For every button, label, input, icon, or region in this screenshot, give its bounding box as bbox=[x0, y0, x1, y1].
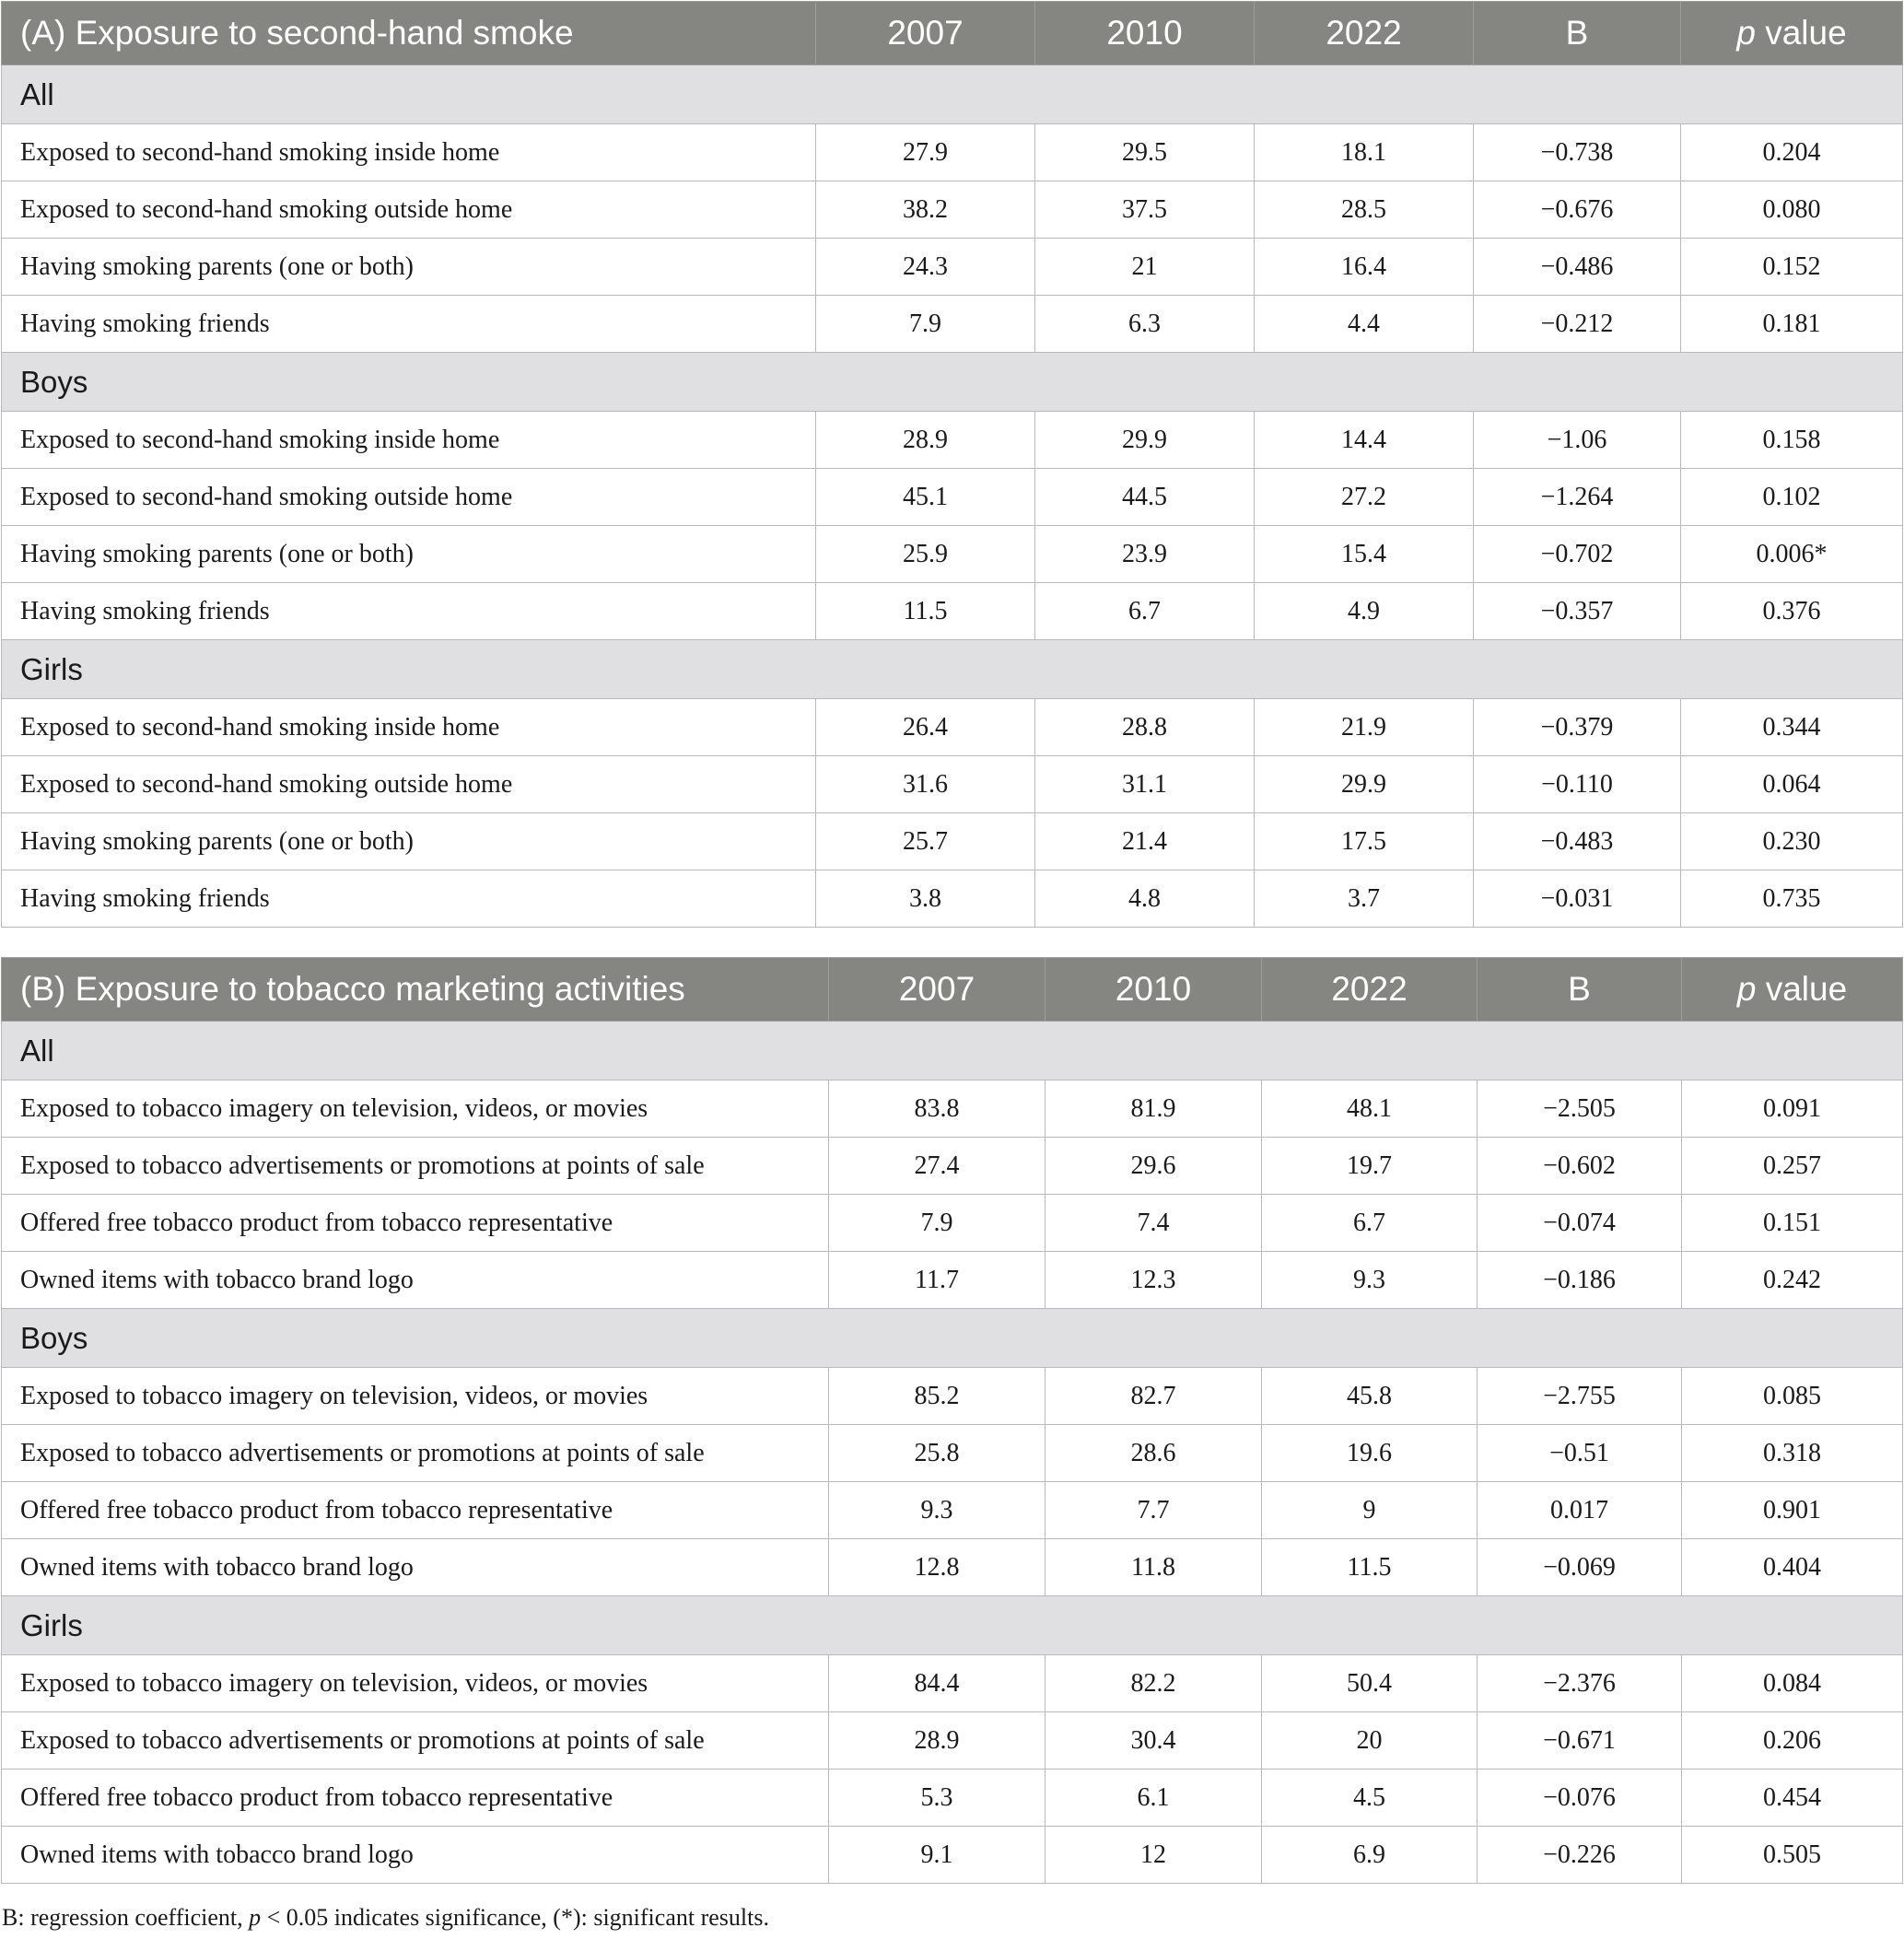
row-label-cell: Exposed to tobacco imagery on television, videos, or movies bbox=[2, 1655, 829, 1712]
p-value-cell: 0.102 bbox=[1681, 469, 1903, 526]
coefficient-b-cell: −0.110 bbox=[1474, 756, 1681, 813]
table-a bbox=[1, 1, 1903, 928]
p-value-cell: 0.344 bbox=[1681, 699, 1903, 756]
p-value-cell: 0.080 bbox=[1681, 181, 1903, 239]
row-label-cell: Owned items with tobacco brand logo bbox=[2, 1827, 829, 1884]
coefficient-b-cell: −0.379 bbox=[1474, 699, 1681, 756]
coefficient-b-cell: −0.738 bbox=[1474, 124, 1681, 181]
p-value-cell: 0.084 bbox=[1682, 1655, 1903, 1712]
table-row bbox=[2, 181, 1903, 239]
group-header-row bbox=[2, 640, 1903, 699]
coefficient-b-cell: −1.06 bbox=[1474, 412, 1681, 469]
col-header-2010: 2010 bbox=[1035, 2, 1255, 65]
row-label-cell: Exposed to second-hand smoking outside home bbox=[2, 181, 816, 239]
table-b-header-row bbox=[2, 958, 1903, 1022]
p-value-cell: 0.181 bbox=[1681, 296, 1903, 353]
row-label-cell: Exposed to second-hand smoking outside home bbox=[2, 469, 816, 526]
row-label-cell: Exposed to tobacco imagery on television, videos, or movies bbox=[2, 1368, 829, 1425]
coefficient-b-cell: −0.186 bbox=[1478, 1252, 1682, 1309]
value-2010-cell: 37.5 bbox=[1035, 181, 1255, 239]
p-value-cell: 0.454 bbox=[1682, 1770, 1903, 1827]
coefficient-b-cell: −2.505 bbox=[1478, 1080, 1682, 1138]
coefficient-b-cell: 0.017 bbox=[1478, 1482, 1682, 1539]
group-label: All bbox=[2, 65, 1903, 124]
coefficient-b-cell: −0.074 bbox=[1478, 1195, 1682, 1252]
p-value-cell: 0.505 bbox=[1682, 1827, 1903, 1884]
value-2022-cell: 4.4 bbox=[1255, 296, 1474, 353]
col-header-2022: 2022 bbox=[1262, 958, 1478, 1022]
value-2007-cell: 28.9 bbox=[829, 1712, 1045, 1770]
coefficient-b-cell: −0.076 bbox=[1478, 1770, 1682, 1827]
group-label: Boys bbox=[2, 353, 1903, 412]
value-2022-cell: 50.4 bbox=[1262, 1655, 1478, 1712]
row-label-cell: Owned items with tobacco brand logo bbox=[2, 1539, 829, 1596]
table-footnote bbox=[2, 1904, 769, 1932]
value-2010-cell: 23.9 bbox=[1035, 526, 1255, 583]
value-2022-cell: 45.8 bbox=[1262, 1368, 1478, 1425]
p-value-cell: 0.151 bbox=[1682, 1195, 1903, 1252]
row-label-cell: Having smoking friends bbox=[2, 583, 816, 640]
value-2010-cell: 28.6 bbox=[1045, 1425, 1262, 1482]
coefficient-b-cell: −0.676 bbox=[1474, 181, 1681, 239]
value-2010-cell: 29.5 bbox=[1035, 124, 1255, 181]
value-2007-cell: 25.8 bbox=[829, 1425, 1045, 1482]
value-2010-cell: 12 bbox=[1045, 1827, 1262, 1884]
value-2010-cell: 82.2 bbox=[1045, 1655, 1262, 1712]
table-row bbox=[2, 756, 1903, 813]
value-2022-cell: 16.4 bbox=[1255, 239, 1474, 296]
table-row bbox=[2, 526, 1903, 583]
table-b bbox=[1, 957, 1903, 1884]
p-value-cell: 0.085 bbox=[1682, 1368, 1903, 1425]
value-2007-cell: 5.3 bbox=[829, 1770, 1045, 1827]
value-2022-cell: 4.5 bbox=[1262, 1770, 1478, 1827]
p-value-cell: 0.152 bbox=[1681, 239, 1903, 296]
row-label-cell: Having smoking parents (one or both) bbox=[2, 239, 816, 296]
p-value-word: value bbox=[1756, 970, 1848, 1008]
value-2010-cell: 31.1 bbox=[1035, 756, 1255, 813]
value-2022-cell: 18.1 bbox=[1255, 124, 1474, 181]
col-header-2010: 2010 bbox=[1045, 958, 1262, 1022]
value-2010-cell: 6.3 bbox=[1035, 296, 1255, 353]
table-row bbox=[2, 1827, 1903, 1884]
value-2010-cell: 82.7 bbox=[1045, 1368, 1262, 1425]
coefficient-b-cell: −0.671 bbox=[1478, 1712, 1682, 1770]
value-2010-cell: 44.5 bbox=[1035, 469, 1255, 526]
value-2007-cell: 12.8 bbox=[829, 1539, 1045, 1596]
table-row bbox=[2, 813, 1903, 870]
col-header-b: B bbox=[1474, 2, 1681, 65]
p-value-cell: 0.242 bbox=[1682, 1252, 1903, 1309]
value-2022-cell: 21.9 bbox=[1255, 699, 1474, 756]
value-2010-cell: 29.9 bbox=[1035, 412, 1255, 469]
group-header-row bbox=[2, 1596, 1903, 1655]
p-value-cell: 0.318 bbox=[1682, 1425, 1903, 1482]
col-header-b: B bbox=[1478, 958, 1682, 1022]
p-value-cell: 0.257 bbox=[1682, 1138, 1903, 1195]
value-2007-cell: 11.5 bbox=[816, 583, 1035, 640]
table-row bbox=[2, 583, 1903, 640]
value-2010-cell: 6.7 bbox=[1035, 583, 1255, 640]
table-row bbox=[2, 1425, 1903, 1482]
value-2007-cell: 24.3 bbox=[816, 239, 1035, 296]
table-row bbox=[2, 699, 1903, 756]
value-2022-cell: 48.1 bbox=[1262, 1080, 1478, 1138]
col-header-2022: 2022 bbox=[1255, 2, 1474, 65]
value-2010-cell: 7.7 bbox=[1045, 1482, 1262, 1539]
value-2010-cell: 4.8 bbox=[1035, 870, 1255, 928]
value-2022-cell: 19.7 bbox=[1262, 1138, 1478, 1195]
group-label: All bbox=[2, 1022, 1903, 1080]
coefficient-b-cell: −0.031 bbox=[1474, 870, 1681, 928]
value-2010-cell: 11.8 bbox=[1045, 1539, 1262, 1596]
value-2022-cell: 20 bbox=[1262, 1712, 1478, 1770]
col-header-2007: 2007 bbox=[816, 2, 1035, 65]
table-row bbox=[2, 1368, 1903, 1425]
value-2007-cell: 11.7 bbox=[829, 1252, 1045, 1309]
value-2010-cell: 81.9 bbox=[1045, 1080, 1262, 1138]
value-2007-cell: 25.7 bbox=[816, 813, 1035, 870]
value-2007-cell: 27.4 bbox=[829, 1138, 1045, 1195]
table-row bbox=[2, 1080, 1903, 1138]
value-2007-cell: 26.4 bbox=[816, 699, 1035, 756]
value-2022-cell: 4.9 bbox=[1255, 583, 1474, 640]
value-2022-cell: 17.5 bbox=[1255, 813, 1474, 870]
value-2007-cell: 25.9 bbox=[816, 526, 1035, 583]
row-label-cell: Having smoking parents (one or both) bbox=[2, 813, 816, 870]
value-2022-cell: 6.7 bbox=[1262, 1195, 1478, 1252]
p-value-cell: 0.158 bbox=[1681, 412, 1903, 469]
p-value-cell: 0.006* bbox=[1681, 526, 1903, 583]
value-2007-cell: 9.1 bbox=[829, 1827, 1045, 1884]
value-2022-cell: 6.9 bbox=[1262, 1827, 1478, 1884]
coefficient-b-cell: −0.226 bbox=[1478, 1827, 1682, 1884]
table-row bbox=[2, 1655, 1903, 1712]
p-value-cell: 0.230 bbox=[1681, 813, 1903, 870]
row-label-cell: Exposed to second-hand smoking inside home bbox=[2, 124, 816, 181]
table-row bbox=[2, 870, 1903, 928]
p-value-cell: 0.204 bbox=[1681, 124, 1903, 181]
value-2007-cell: 38.2 bbox=[816, 181, 1035, 239]
row-label-cell: Offered free tobacco product from tobacco representative bbox=[2, 1195, 829, 1252]
table-row bbox=[2, 412, 1903, 469]
coefficient-b-cell: −0.602 bbox=[1478, 1138, 1682, 1195]
value-2007-cell: 7.9 bbox=[816, 296, 1035, 353]
coefficient-b-cell: −2.376 bbox=[1478, 1655, 1682, 1712]
row-label-cell: Exposed to tobacco imagery on television, videos, or movies bbox=[2, 1080, 829, 1138]
group-label: Boys bbox=[2, 1309, 1903, 1368]
footnote-p-symbol: p bbox=[249, 1904, 262, 1931]
p-value-cell: 0.091 bbox=[1682, 1080, 1903, 1138]
table-row bbox=[2, 1770, 1903, 1827]
value-2010-cell: 30.4 bbox=[1045, 1712, 1262, 1770]
value-2007-cell: 45.1 bbox=[816, 469, 1035, 526]
group-header-row bbox=[2, 65, 1903, 124]
row-label-cell: Having smoking parents (one or both) bbox=[2, 526, 816, 583]
table-row bbox=[2, 124, 1903, 181]
table-row bbox=[2, 1252, 1903, 1309]
group-header-row bbox=[2, 1022, 1903, 1080]
table-row bbox=[2, 239, 1903, 296]
value-2022-cell: 11.5 bbox=[1262, 1539, 1478, 1596]
row-label-cell: Owned items with tobacco brand logo bbox=[2, 1252, 829, 1309]
value-2010-cell: 6.1 bbox=[1045, 1770, 1262, 1827]
group-header-row bbox=[2, 353, 1903, 412]
coefficient-b-cell: −0.702 bbox=[1474, 526, 1681, 583]
table-a-header-row bbox=[2, 2, 1903, 65]
value-2022-cell: 15.4 bbox=[1255, 526, 1474, 583]
coefficient-b-cell: −0.212 bbox=[1474, 296, 1681, 353]
value-2007-cell: 7.9 bbox=[829, 1195, 1045, 1252]
table-row bbox=[2, 1482, 1903, 1539]
p-value-cell: 0.404 bbox=[1682, 1539, 1903, 1596]
coefficient-b-cell: −0.357 bbox=[1474, 583, 1681, 640]
col-header-p-value bbox=[1681, 2, 1903, 65]
value-2010-cell: 28.8 bbox=[1035, 699, 1255, 756]
value-2010-cell: 29.6 bbox=[1045, 1138, 1262, 1195]
value-2022-cell: 27.2 bbox=[1255, 469, 1474, 526]
row-label-cell: Offered free tobacco product from tobacco representative bbox=[2, 1482, 829, 1539]
coefficient-b-cell: −0.51 bbox=[1478, 1425, 1682, 1482]
table-b-title: (B) Exposure to tobacco marketing activities bbox=[2, 958, 829, 1022]
col-header-2007: 2007 bbox=[829, 958, 1045, 1022]
footnote-text-2: < 0.05 indicates significance, (*): significant results. bbox=[261, 1904, 769, 1931]
group-label: Girls bbox=[2, 640, 1903, 699]
table-a-title: (A) Exposure to second-hand smoke bbox=[2, 2, 816, 65]
value-2007-cell: 3.8 bbox=[816, 870, 1035, 928]
row-label-cell: Exposed to tobacco advertisements or promotions at points of sale bbox=[2, 1712, 829, 1770]
value-2022-cell: 3.7 bbox=[1255, 870, 1474, 928]
table-row bbox=[2, 1712, 1903, 1770]
p-value-cell: 0.064 bbox=[1681, 756, 1903, 813]
table-row bbox=[2, 1539, 1903, 1596]
row-label-cell: Exposed to tobacco advertisements or promotions at points of sale bbox=[2, 1425, 829, 1482]
value-2007-cell: 31.6 bbox=[816, 756, 1035, 813]
value-2022-cell: 19.6 bbox=[1262, 1425, 1478, 1482]
value-2022-cell: 14.4 bbox=[1255, 412, 1474, 469]
p-symbol: p bbox=[1736, 970, 1757, 1008]
value-2022-cell: 28.5 bbox=[1255, 181, 1474, 239]
row-label-cell: Offered free tobacco product from tobacco representative bbox=[2, 1770, 829, 1827]
value-2007-cell: 83.8 bbox=[829, 1080, 1045, 1138]
table-row bbox=[2, 296, 1903, 353]
value-2010-cell: 21 bbox=[1035, 239, 1255, 296]
p-symbol: p bbox=[1736, 14, 1756, 52]
value-2007-cell: 85.2 bbox=[829, 1368, 1045, 1425]
value-2010-cell: 7.4 bbox=[1045, 1195, 1262, 1252]
coefficient-b-cell: −1.264 bbox=[1474, 469, 1681, 526]
value-2010-cell: 21.4 bbox=[1035, 813, 1255, 870]
footnote-text-1: B: regression coefficient, bbox=[2, 1904, 250, 1931]
p-value-cell: 0.206 bbox=[1682, 1712, 1903, 1770]
row-label-cell: Having smoking friends bbox=[2, 296, 816, 353]
value-2022-cell: 29.9 bbox=[1255, 756, 1474, 813]
group-header-row bbox=[2, 1309, 1903, 1368]
table-row bbox=[2, 1195, 1903, 1252]
coefficient-b-cell: −0.069 bbox=[1478, 1539, 1682, 1596]
value-2010-cell: 12.3 bbox=[1045, 1252, 1262, 1309]
value-2022-cell: 9 bbox=[1262, 1482, 1478, 1539]
table-row bbox=[2, 1138, 1903, 1195]
row-label-cell: Exposed to second-hand smoking outside home bbox=[2, 756, 816, 813]
p-value-word: value bbox=[1755, 14, 1847, 52]
coefficient-b-cell: −0.483 bbox=[1474, 813, 1681, 870]
value-2007-cell: 28.9 bbox=[816, 412, 1035, 469]
row-label-cell: Exposed to tobacco advertisements or promotions at points of sale bbox=[2, 1138, 829, 1195]
row-label-cell: Having smoking friends bbox=[2, 870, 816, 928]
row-label-cell: Exposed to second-hand smoking inside home bbox=[2, 412, 816, 469]
p-value-cell: 0.735 bbox=[1681, 870, 1903, 928]
coefficient-b-cell: −2.755 bbox=[1478, 1368, 1682, 1425]
col-header-p-value bbox=[1682, 958, 1903, 1022]
coefficient-b-cell: −0.486 bbox=[1474, 239, 1681, 296]
group-label: Girls bbox=[2, 1596, 1903, 1655]
table-row bbox=[2, 469, 1903, 526]
value-2022-cell: 9.3 bbox=[1262, 1252, 1478, 1309]
value-2007-cell: 84.4 bbox=[829, 1655, 1045, 1712]
value-2007-cell: 27.9 bbox=[816, 124, 1035, 181]
row-label-cell: Exposed to second-hand smoking inside home bbox=[2, 699, 816, 756]
value-2007-cell: 9.3 bbox=[829, 1482, 1045, 1539]
p-value-cell: 0.901 bbox=[1682, 1482, 1903, 1539]
p-value-cell: 0.376 bbox=[1681, 583, 1903, 640]
